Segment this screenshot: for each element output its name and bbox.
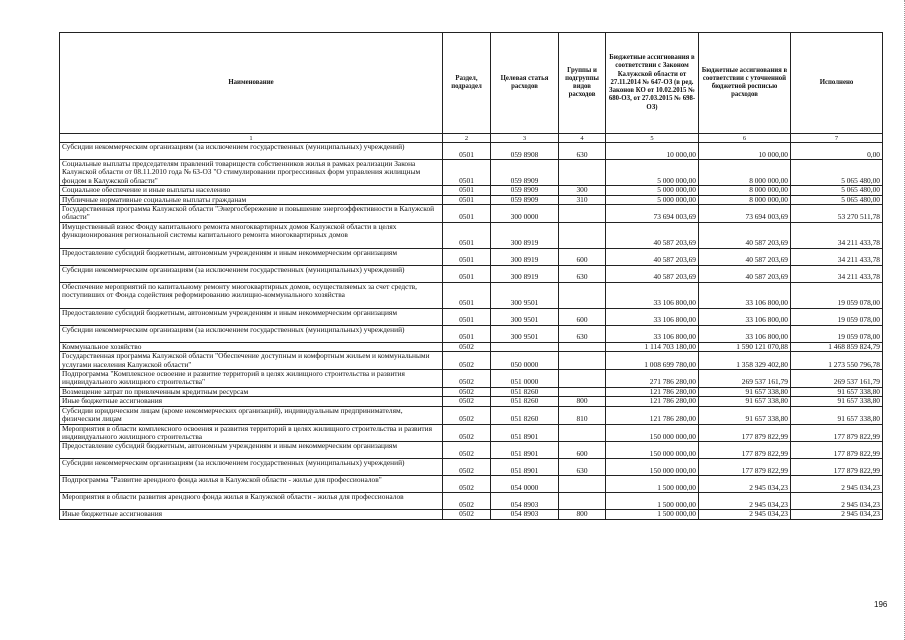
row-list-amount: 2 945 034,23 — [699, 476, 791, 493]
row-group — [559, 476, 606, 493]
column-number: 7 — [791, 134, 883, 143]
row-section: 0501 — [443, 282, 491, 308]
row-law-amount: 5 000 000,00 — [606, 160, 699, 186]
row-list-amount: 40 587 203,69 — [699, 265, 791, 282]
row-target: 054 0000 — [491, 476, 559, 493]
row-section: 0501 — [443, 325, 491, 342]
row-list-amount: 91 657 338,80 — [699, 406, 791, 424]
row-name: Подпрограмма "Комплексное освоение и развитие территорий в целях жилищного строительства и развития индивидуального жилищного строительства" — [60, 370, 443, 388]
row-section: 0501 — [443, 186, 491, 195]
row-name: Субсидии некоммерческим организациям (за исключением государственных (муниципальных) учреждений) — [60, 325, 443, 342]
row-section: 0502 — [443, 493, 491, 510]
table-row — [60, 387, 883, 396]
row-executed-amount: 34 211 433,78 — [791, 222, 883, 248]
header-group: Группы и подгруппы видов расходов — [559, 33, 606, 134]
budget-table-page — [59, 32, 882, 520]
row-name: Возмещение затрат по привлеченным кредитным ресурсам — [60, 387, 443, 396]
row-list-amount: 1 590 121 070,88 — [699, 342, 791, 351]
row-executed-amount: 34 211 433,78 — [791, 248, 883, 265]
row-law-amount: 33 106 800,00 — [606, 325, 699, 342]
table-row — [60, 442, 883, 459]
row-law-amount: 73 694 003,69 — [606, 205, 699, 223]
row-target: 051 8260 — [491, 387, 559, 396]
row-list-amount: 8 000 000,00 — [699, 160, 791, 186]
row-name: Предоставление субсидий бюджетным, автономным учреждениям и иным некоммерческим организациям — [60, 308, 443, 325]
row-target: 054 8903 — [491, 493, 559, 510]
row-section: 0501 — [443, 160, 491, 186]
row-executed-amount: 19 059 078,00 — [791, 325, 883, 342]
table-row — [60, 160, 883, 186]
row-section: 0501 — [443, 265, 491, 282]
row-executed-amount: 91 657 338,80 — [791, 406, 883, 424]
row-group: 800 — [559, 397, 606, 406]
row-section: 0502 — [443, 370, 491, 388]
table-row — [60, 143, 883, 160]
row-group — [559, 282, 606, 308]
row-list-amount: 33 106 800,00 — [699, 325, 791, 342]
row-group — [559, 493, 606, 510]
row-law-amount: 5 000 000,00 — [606, 195, 699, 204]
row-target: 059 8909 — [491, 186, 559, 195]
row-executed-amount: 5 065 480,00 — [791, 186, 883, 195]
row-executed-amount: 1 468 859 824,79 — [791, 342, 883, 351]
row-executed-amount: 53 270 511,78 — [791, 205, 883, 223]
row-name: Мероприятия в области развития арендного фонда жилья в Калужской области - жилья для профессионалов — [60, 493, 443, 510]
row-target: 051 0000 — [491, 370, 559, 388]
row-list-amount: 33 106 800,00 — [699, 308, 791, 325]
row-name: Субсидии юридическим лицам (кроме некоммерческих организаций), индивидуальным предпринимателям, физическим лицам — [60, 406, 443, 424]
row-law-amount: 150 000 000,00 — [606, 442, 699, 459]
table-row — [60, 308, 883, 325]
row-executed-amount: 91 657 338,80 — [791, 397, 883, 406]
row-group: 600 — [559, 248, 606, 265]
row-law-amount: 1 500 000,00 — [606, 476, 699, 493]
row-target: 051 8260 — [491, 397, 559, 406]
row-name: Иные бюджетные ассигнования — [60, 397, 443, 406]
row-name: Социальные выплаты председателям правлений товариществ собственников жилья в рамках реализации Закона Калужской области от 08.11.2010 года № 63-ОЗ "О стимулировании прогрессивных форм управления жилищным фондом в Калужской области" — [60, 160, 443, 186]
table-row — [60, 493, 883, 510]
row-section: 0502 — [443, 397, 491, 406]
row-group: 630 — [559, 459, 606, 476]
row-law-amount: 1 500 000,00 — [606, 510, 699, 519]
row-executed-amount: 1 273 550 796,78 — [791, 352, 883, 370]
header-done: Исполнено — [791, 33, 883, 134]
table-row — [60, 476, 883, 493]
row-executed-amount: 34 211 433,78 — [791, 265, 883, 282]
row-list-amount: 40 587 203,69 — [699, 248, 791, 265]
row-section: 0502 — [443, 442, 491, 459]
column-number: 1 — [60, 134, 443, 143]
row-executed-amount: 177 879 822,99 — [791, 442, 883, 459]
row-law-amount: 40 587 203,69 — [606, 222, 699, 248]
row-section: 0501 — [443, 248, 491, 265]
row-section: 0501 — [443, 308, 491, 325]
row-name: Обеспечение мероприятий по капитальному ремонту многоквартирных домов, осуществляемых за счет средств, поступивших от Фонда содействия реформированию жилищно-коммунального хозяйства — [60, 282, 443, 308]
row-law-amount: 33 106 800,00 — [606, 282, 699, 308]
row-law-amount: 40 587 203,69 — [606, 265, 699, 282]
row-name: Государственная программа Калужской области "Энергосбережение и повышение энергоэффективности в Калужской области" — [60, 205, 443, 223]
row-list-amount: 8 000 000,00 — [699, 195, 791, 204]
row-section: 0502 — [443, 459, 491, 476]
row-law-amount: 1 500 000,00 — [606, 493, 699, 510]
row-name: Имущественный взнос Фонду капитального ремонта многоквартирных домов Калужской области в целях функционирования региональной системы капитального ремонта многоквартирных домов — [60, 222, 443, 248]
table-row — [60, 342, 883, 351]
row-section: 0501 — [443, 143, 491, 160]
row-executed-amount: 19 059 078,00 — [791, 308, 883, 325]
row-section: 0501 — [443, 195, 491, 204]
row-law-amount: 121 786 280,00 — [606, 406, 699, 424]
row-target: 300 9501 — [491, 308, 559, 325]
table-row — [60, 325, 883, 342]
row-target: 300 9501 — [491, 282, 559, 308]
row-group: 630 — [559, 265, 606, 282]
table-row — [60, 510, 883, 519]
row-list-amount: 33 106 800,00 — [699, 282, 791, 308]
row-target: 054 8903 — [491, 510, 559, 519]
column-number: 3 — [491, 134, 559, 143]
row-list-amount: 2 945 034,23 — [699, 510, 791, 519]
row-list-amount: 1 358 329 402,80 — [699, 352, 791, 370]
row-name: Коммунальное хозяйство — [60, 342, 443, 351]
table-row — [60, 370, 883, 388]
row-target: 051 8260 — [491, 406, 559, 424]
row-section: 0502 — [443, 424, 491, 442]
budget-table — [59, 32, 883, 520]
column-number-row — [60, 134, 883, 143]
row-law-amount: 1 114 703 180,00 — [606, 342, 699, 351]
row-executed-amount: 5 065 480,00 — [791, 195, 883, 204]
header-list: Бюджетные ассигнования в соответствии с уточненной бюджетной росписью расходов — [699, 33, 791, 134]
row-list-amount: 40 587 203,69 — [699, 222, 791, 248]
header-row — [60, 33, 883, 134]
row-executed-amount: 2 945 034,23 — [791, 493, 883, 510]
row-section: 0501 — [443, 205, 491, 223]
row-name: Иные бюджетные ассигнования — [60, 510, 443, 519]
row-law-amount: 33 106 800,00 — [606, 308, 699, 325]
row-law-amount: 10 000,00 — [606, 143, 699, 160]
table-row — [60, 282, 883, 308]
row-target: 059 8909 — [491, 195, 559, 204]
row-target: 300 8919 — [491, 222, 559, 248]
row-group — [559, 370, 606, 388]
row-executed-amount: 2 945 034,23 — [791, 476, 883, 493]
row-executed-amount: 269 537 161,79 — [791, 370, 883, 388]
header-name: Наименование — [60, 33, 443, 134]
row-target: 051 8901 — [491, 459, 559, 476]
table-row — [60, 424, 883, 442]
row-target: 059 8908 — [491, 143, 559, 160]
row-list-amount: 91 657 338,80 — [699, 397, 791, 406]
row-name: Социальное обеспечение и иные выплаты населению — [60, 186, 443, 195]
row-target: 300 9501 — [491, 325, 559, 342]
row-name: Публичные нормативные социальные выплаты гражданам — [60, 195, 443, 204]
row-group: 630 — [559, 325, 606, 342]
row-name: Государственная программа Калужской области "Обеспечение доступным и комфортным жильем и коммунальными услугами населения Калужской области" — [60, 352, 443, 370]
row-section: 0502 — [443, 342, 491, 351]
row-section: 0501 — [443, 222, 491, 248]
row-group — [559, 205, 606, 223]
row-list-amount: 269 537 161,79 — [699, 370, 791, 388]
row-target: 300 0000 — [491, 205, 559, 223]
row-group: 630 — [559, 143, 606, 160]
row-target: 300 8919 — [491, 248, 559, 265]
row-executed-amount: 2 945 034,23 — [791, 510, 883, 519]
row-list-amount: 73 694 003,69 — [699, 205, 791, 223]
row-name: Предоставление субсидий бюджетным, автономным учреждениям и иным некоммерческим организациям — [60, 248, 443, 265]
table-row — [60, 222, 883, 248]
header-section: Раздел, подраздел — [443, 33, 491, 134]
table-row — [60, 352, 883, 370]
row-group: 310 — [559, 195, 606, 204]
row-group: 600 — [559, 442, 606, 459]
row-name: Мероприятия в области комплексного освоения и развития территорий в целях жилищного строительства и развития индивидуального жилищного строительства — [60, 424, 443, 442]
table-row — [60, 406, 883, 424]
row-law-amount: 1 008 699 780,00 — [606, 352, 699, 370]
row-section: 0502 — [443, 387, 491, 396]
row-list-amount: 177 879 822,99 — [699, 424, 791, 442]
row-group — [559, 424, 606, 442]
row-target: 051 8901 — [491, 424, 559, 442]
row-group: 800 — [559, 510, 606, 519]
row-law-amount: 5 000 000,00 — [606, 186, 699, 195]
row-target: 300 8919 — [491, 265, 559, 282]
column-number: 5 — [606, 134, 699, 143]
row-name: Субсидии некоммерческим организациям (за исключением государственных (муниципальных) учреждений) — [60, 143, 443, 160]
row-list-amount: 91 657 338,80 — [699, 387, 791, 396]
column-number: 6 — [699, 134, 791, 143]
row-list-amount: 177 879 822,99 — [699, 442, 791, 459]
row-group — [559, 222, 606, 248]
row-target: 051 8901 — [491, 442, 559, 459]
row-law-amount: 121 786 280,00 — [606, 387, 699, 396]
row-target — [491, 342, 559, 351]
column-number: 2 — [443, 134, 491, 143]
row-list-amount: 10 000,00 — [699, 143, 791, 160]
row-group — [559, 352, 606, 370]
table-row — [60, 397, 883, 406]
row-section: 0502 — [443, 476, 491, 493]
row-law-amount: 121 786 280,00 — [606, 397, 699, 406]
row-executed-amount: 19 059 078,00 — [791, 282, 883, 308]
row-list-amount: 8 000 000,00 — [699, 186, 791, 195]
table-row — [60, 265, 883, 282]
row-law-amount: 150 000 000,00 — [606, 424, 699, 442]
row-target: 059 8909 — [491, 160, 559, 186]
row-name: Субсидии некоммерческим организациям (за исключением государственных (муниципальных) учреждений) — [60, 459, 443, 476]
row-target: 050 0000 — [491, 352, 559, 370]
row-group — [559, 160, 606, 186]
row-name: Субсидии некоммерческим организациям (за исключением государственных (муниципальных) учреждений) — [60, 265, 443, 282]
row-group: 600 — [559, 308, 606, 325]
row-section: 0502 — [443, 406, 491, 424]
row-section: 0502 — [443, 510, 491, 519]
row-group: 810 — [559, 406, 606, 424]
page-number: 196 — [874, 600, 888, 609]
table-row — [60, 186, 883, 195]
row-executed-amount: 5 065 480,00 — [791, 160, 883, 186]
row-group — [559, 342, 606, 351]
table-row — [60, 248, 883, 265]
header-law: Бюджетные ассигнования в соответствии с Законом Калужской области от 27.11.2014 № 647-ОЗ (в ред. Законов КО от 10.02.2015 № 680-ОЗ, от 27.03.2015 № 698-ОЗ) — [606, 33, 699, 134]
row-law-amount: 271 786 280,00 — [606, 370, 699, 388]
row-law-amount: 40 587 203,69 — [606, 248, 699, 265]
table-row — [60, 195, 883, 204]
column-number: 4 — [559, 134, 606, 143]
table-row — [60, 205, 883, 223]
row-executed-amount: 0,00 — [791, 143, 883, 160]
row-name: Подпрограмма "Развитие арендного фонда жилья в Калужской области - жилье для профессионалов" — [60, 476, 443, 493]
row-group: 300 — [559, 186, 606, 195]
header-target: Целевая статья расходов — [491, 33, 559, 134]
row-law-amount: 150 000 000,00 — [606, 459, 699, 476]
row-section: 0502 — [443, 352, 491, 370]
row-executed-amount: 177 879 822,99 — [791, 424, 883, 442]
row-executed-amount: 177 879 822,99 — [791, 459, 883, 476]
row-name: Предоставление субсидий бюджетным, автономным учреждениям и иным некоммерческим организациям — [60, 442, 443, 459]
row-group — [559, 387, 606, 396]
row-list-amount: 2 945 034,23 — [699, 493, 791, 510]
row-list-amount: 177 879 822,99 — [699, 459, 791, 476]
row-executed-amount: 91 657 338,80 — [791, 387, 883, 396]
table-row — [60, 459, 883, 476]
